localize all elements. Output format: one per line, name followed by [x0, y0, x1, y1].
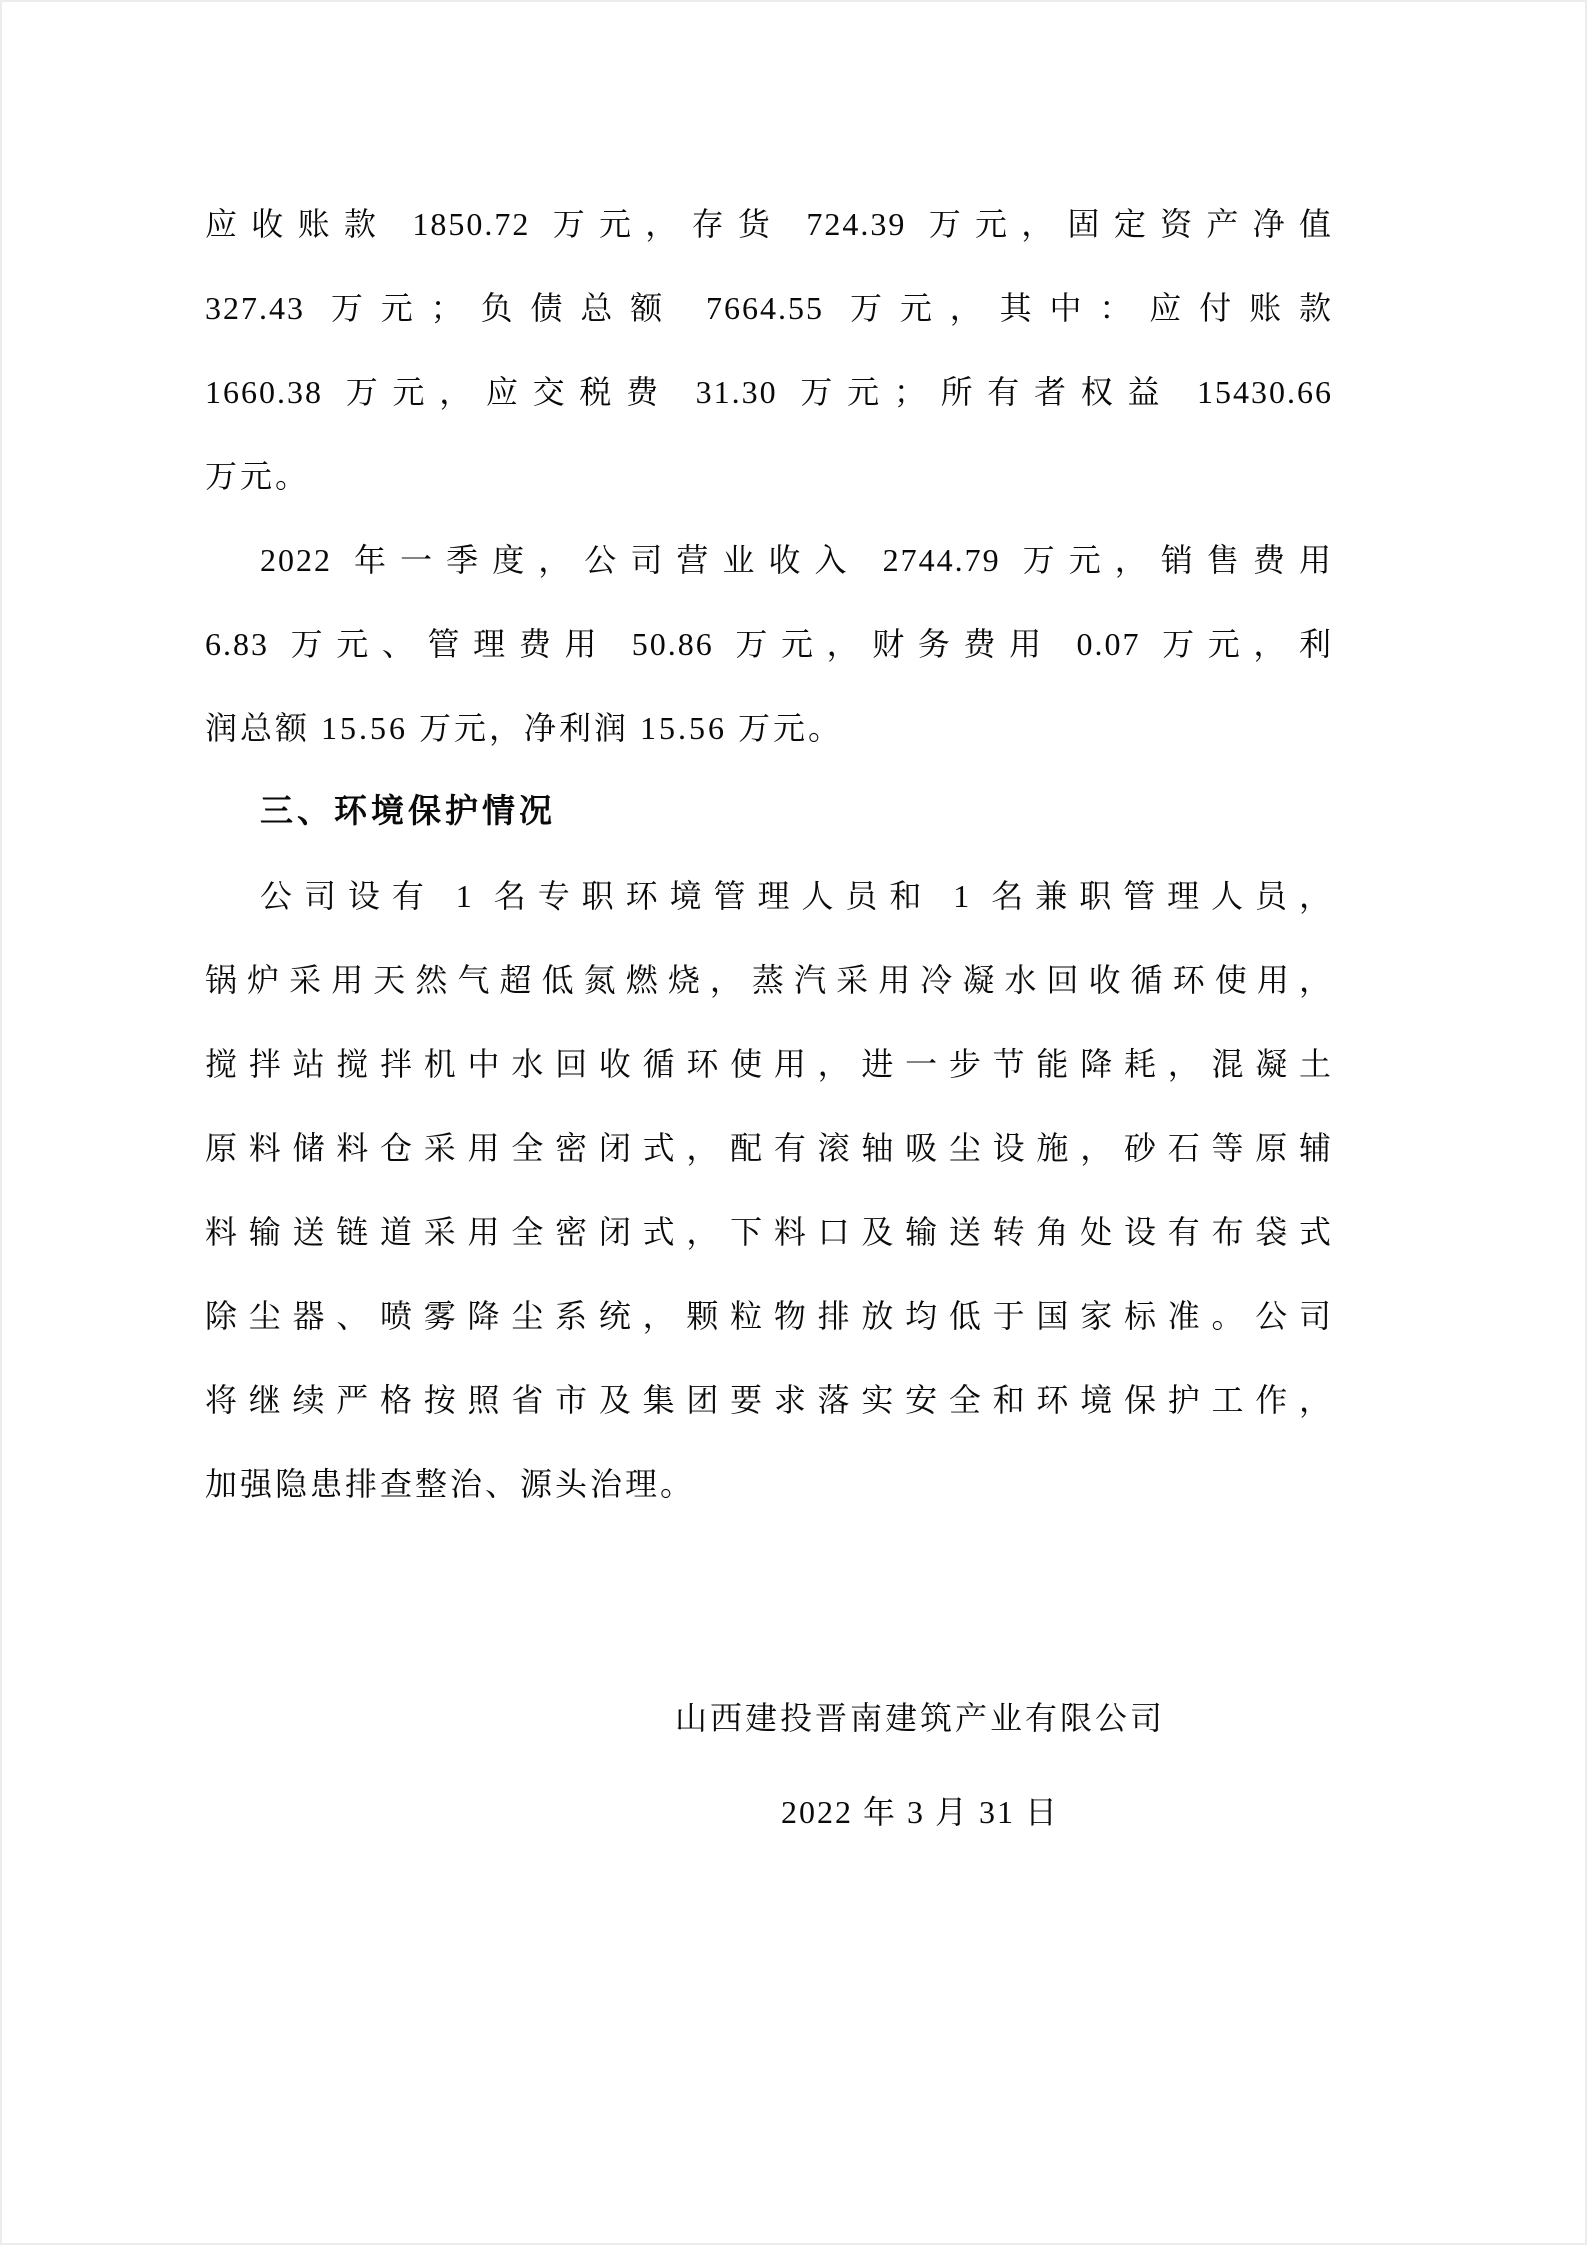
text-line: 搅拌站搅拌机中水回收循环使用，进一步节能降耗，混凝土 [205, 1046, 1333, 1082]
text-line: 1660.38 万元，应交税费 31.30 万元；所有者权益 15430.66 [205, 374, 1333, 410]
text-line: 6.83 万元、管理费用 50.86 万元，财务费用 0.07 万元，利 [205, 626, 1333, 662]
signature-date: 2022 年 3 月 31 日 [780, 1794, 1059, 1830]
section-heading: 三、环境保护情况 [260, 794, 556, 830]
signature-company-name: 山西建投晋南建筑产业有限公司 [674, 1700, 1165, 1736]
text-line: 将继续严格按照省市及集团要求落实安全和环境保护工作， [205, 1382, 1333, 1418]
text-line: 万元。 [205, 458, 311, 494]
text-line: 327.43 万元；负债总额 7664.55 万元，其中：应付账款 [205, 290, 1333, 326]
signature-block [655, 1676, 1185, 1854]
text-line: 原料储料仓采用全密闭式，配有滚轴吸尘设施，砂石等原辅 [205, 1130, 1333, 1166]
text-line: 公司设有 1 名专职环境管理人员和 1 名兼职管理人员， [260, 878, 1333, 914]
text-line: 2022 年一季度，公司营业收入 2744.79 万元，销售费用 [260, 542, 1333, 578]
text-line: 应收账款 1850.72 万元，存货 724.39 万元，固定资产净值 [205, 206, 1333, 242]
text-line: 除尘器、喷雾降尘系统，颗粒物排放均低于国家标准。公司 [205, 1298, 1333, 1334]
text-line: 锅炉采用天然气超低氮燃烧，蒸汽采用冷凝水回收循环使用， [205, 962, 1333, 998]
text-line: 加强隐患排查整治、源头治理。 [205, 1466, 696, 1502]
document-text-block [205, 182, 1333, 1526]
text-line: 润总额 15.56 万元，净利润 15.56 万元。 [205, 710, 844, 746]
text-line: 料输送链道采用全密闭式，下料口及输送转角处设有布袋式 [205, 1214, 1333, 1250]
